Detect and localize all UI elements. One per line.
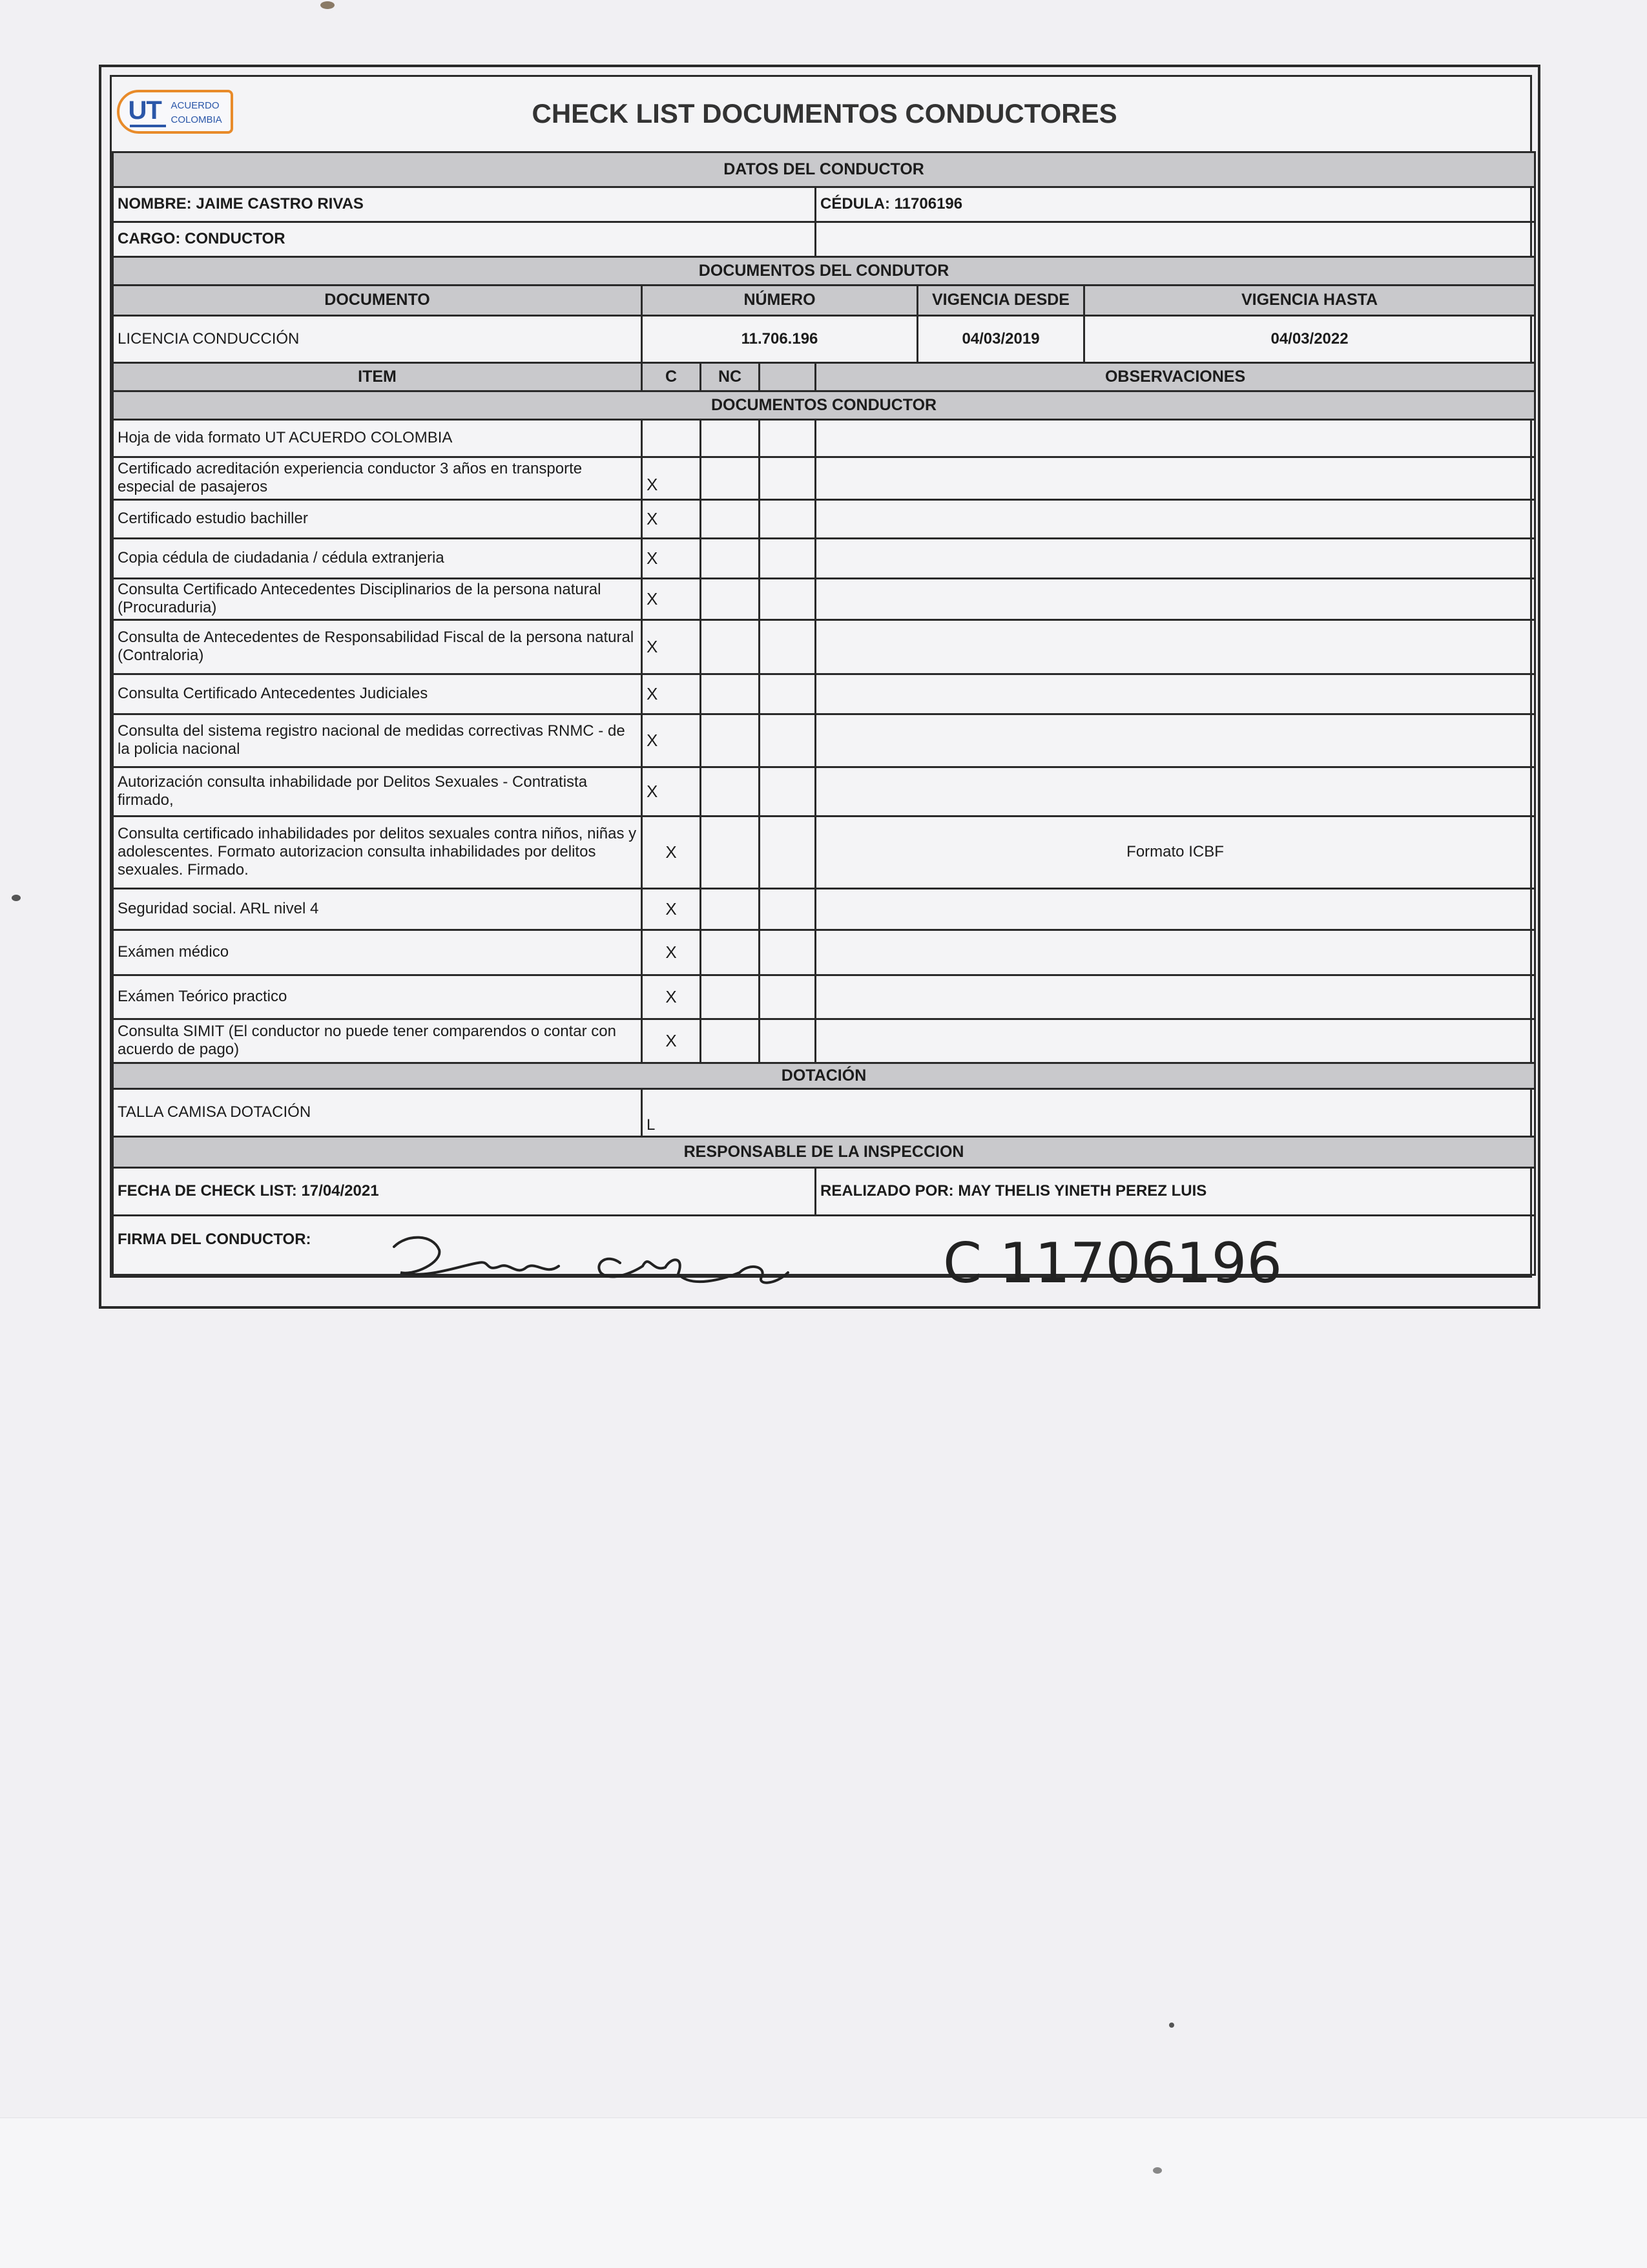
checklist-header-blank	[760, 362, 816, 391]
checklist-header-item: ITEM	[113, 362, 642, 391]
driver-name: NOMBRE: JAIME CASTRO RIVAS	[113, 187, 816, 222]
checklist-c-mark: X	[642, 578, 701, 619]
checklist-observation	[816, 1019, 1535, 1063]
checklist-blank	[760, 975, 816, 1019]
empty-cell	[816, 222, 1535, 256]
checklist-observation	[816, 674, 1535, 714]
doc-header-vigencia-hasta: VIGENCIA HASTA	[1084, 285, 1535, 315]
checklist-nc-mark	[701, 930, 760, 975]
checklist-c-mark	[642, 419, 701, 457]
signature-id-text: C 11706196	[943, 1231, 1283, 1296]
checklist-blank	[760, 499, 816, 538]
checklist-row	[113, 619, 1535, 674]
checklist-item: Consulta certificado inhabilidades por delitos sexuales contra niños, niñas y adolescentes. Formato autorizacion consulta inhabilidades por delitos sexuales. Firmado.	[113, 816, 642, 888]
doc-cell-documento: LICENCIA CONDUCCIÓN	[113, 315, 642, 362]
doc-cell-numero: 11.706.196	[643, 317, 918, 362]
checklist-row	[113, 538, 1535, 578]
logo-ut-text: UT	[128, 96, 161, 125]
checklist-blank	[760, 888, 816, 930]
checklist-row	[113, 499, 1535, 538]
section-datos-conductor: DATOS DEL CONDUCTOR	[113, 152, 1535, 187]
checklist-item: Exámen médico	[113, 930, 642, 975]
checklist-observation	[816, 619, 1535, 674]
checklist-item: Certificado acreditación experiencia conductor 3 años en transporte especial de pasajeros	[113, 457, 642, 499]
checklist-c-mark: X	[642, 674, 701, 714]
checklist-header-nc: NC	[701, 362, 760, 391]
checklist-item: Consulta Certificado Antecedentes Disciplinarios de la persona natural (Procuraduria)	[113, 578, 642, 619]
checklist-observation	[816, 714, 1535, 767]
checklist-observation	[816, 457, 1535, 499]
checklist-blank	[760, 419, 816, 457]
checklist-blank	[760, 767, 816, 816]
checklist-observation	[816, 578, 1535, 619]
logo-underline	[130, 125, 166, 127]
checklist-observation	[816, 767, 1535, 816]
checklist-nc-mark	[701, 619, 760, 674]
checklist-c-mark: X	[642, 767, 701, 816]
realizado-por: REALIZADO POR: MAY THELIS YINETH PEREZ LUIS	[816, 1167, 1535, 1215]
checklist-blank	[760, 578, 816, 619]
section-documentos-conductor: DOCUMENTOS CONDUCTOR	[113, 391, 1535, 419]
dotacion-value: L	[642, 1088, 1535, 1136]
doc-cell-group	[642, 315, 1084, 362]
checklist-observation	[816, 975, 1535, 1019]
checklist-row	[113, 457, 1535, 499]
scan-speck	[1153, 2167, 1162, 2174]
section-documentos-condutor: DOCUMENTOS DEL CONDUTOR	[113, 256, 1535, 285]
logo-text-2: COLOMBIA	[171, 114, 222, 125]
responsable-row	[113, 1167, 1535, 1215]
checklist-header-observaciones: OBSERVACIONES	[816, 362, 1535, 391]
checklist-nc-mark	[701, 499, 760, 538]
checklist-blank	[760, 816, 816, 888]
driver-signature	[388, 1227, 1356, 1298]
checklist-item: Consulta de Antecedentes de Responsabilidad Fiscal de la persona natural (Contraloria)	[113, 619, 642, 674]
section-dotacion: DOTACIÓN	[113, 1063, 1535, 1088]
checklist-blank	[760, 1019, 816, 1063]
checklist-blank	[760, 714, 816, 767]
doc-header-group	[642, 285, 1084, 315]
logo-text-1: ACUERDO	[171, 99, 220, 111]
checklist-c-mark: X	[642, 619, 701, 674]
doc-header-vigencia-desde: VIGENCIA DESDE	[918, 286, 1084, 315]
dotacion-label: TALLA CAMISA DOTACIÓN	[113, 1088, 642, 1136]
checklist-item: Seguridad social. ARL nivel 4	[113, 888, 642, 930]
checklist-observation	[816, 419, 1535, 457]
checklist-blank	[760, 538, 816, 578]
doc-header-numero: NÚMERO	[643, 286, 918, 315]
scan-bottom-band	[0, 2117, 1647, 2268]
checklist-blank	[760, 619, 816, 674]
checklist-blank	[760, 930, 816, 975]
document-title: CHECK LIST DOCUMENTOS CONDUCTORES	[532, 98, 1117, 129]
section-responsable: RESPONSABLE DE LA INSPECCION	[113, 1136, 1535, 1167]
driver-cedula: CÉDULA: 11706196	[816, 187, 1535, 222]
checklist-row	[113, 816, 1535, 888]
doc-cell-vigencia-hasta: 04/03/2022	[1084, 315, 1535, 362]
signature-label: FIRMA DEL CONDUCTOR:	[118, 1230, 311, 1248]
checklist-nc-mark	[701, 674, 760, 714]
scan-speck	[320, 1, 335, 9]
document-title-cell	[532, 77, 1535, 152]
checklist-nc-mark	[701, 419, 760, 457]
checklist-item: Autorización consulta inhabilidade por Delitos Sexuales - Contratista firmado,	[113, 767, 642, 816]
checklist-nc-mark	[701, 767, 760, 816]
checklist-form	[110, 75, 1532, 1278]
dotacion-row	[113, 1088, 1535, 1136]
checklist-row	[113, 930, 1535, 975]
checklist-c-mark: X	[642, 714, 701, 767]
header-row	[113, 77, 1535, 152]
checklist-blank	[760, 457, 816, 499]
checklist-c-mark: X	[642, 1019, 701, 1063]
checklist-date: FECHA DE CHECK LIST: 17/04/2021	[113, 1167, 816, 1215]
checklist-row	[113, 714, 1535, 767]
checklist-row	[113, 975, 1535, 1019]
checklist-row	[113, 578, 1535, 619]
checklist-row	[113, 1019, 1535, 1063]
document-row	[113, 315, 1535, 362]
checklist-nc-mark	[701, 975, 760, 1019]
checklist-observation	[816, 538, 1535, 578]
checklist-row	[113, 674, 1535, 714]
checklist-header	[113, 362, 1535, 391]
checklist-nc-mark	[701, 1019, 760, 1063]
checklist-item: Consulta SIMIT (El conductor no puede tener comparendos o contar con acuerdo de pago)	[113, 1019, 642, 1063]
checklist-item: Certificado estudio bachiller	[113, 499, 642, 538]
checklist-c-mark: X	[642, 975, 701, 1019]
checklist-c-mark: X	[642, 457, 701, 499]
checklist-row	[113, 888, 1535, 930]
doc-header-documento: DOCUMENTO	[113, 285, 642, 315]
checklist-item: Exámen Teórico practico	[113, 975, 642, 1019]
doc-cell-vigencia-desde: 04/03/2019	[962, 329, 1040, 348]
checklist-observation: Formato ICBF	[816, 816, 1535, 888]
checklist-nc-mark	[701, 816, 760, 888]
checklist-item: Hoja de vida formato UT ACUERDO COLOMBIA	[113, 419, 642, 457]
checklist-nc-mark	[701, 538, 760, 578]
checklist-item: Copia cédula de ciudadania / cédula extranjeria	[113, 538, 642, 578]
checklist-header-c: C	[642, 362, 701, 391]
checklist-nc-mark	[701, 714, 760, 767]
checklist-observation	[816, 888, 1535, 930]
checklist-c-mark: X	[642, 538, 701, 578]
driver-cargo: CARGO: CONDUCTOR	[113, 222, 816, 256]
scan-speck	[1169, 2023, 1174, 2028]
checklist-c-mark: X	[642, 888, 701, 930]
checklist-c-mark: X	[642, 816, 701, 888]
document-table-header	[113, 285, 1535, 315]
checklist-c-mark: X	[642, 499, 701, 538]
checklist-nc-mark	[701, 578, 760, 619]
checklist-blank	[760, 674, 816, 714]
checklist-row	[113, 767, 1535, 816]
checklist-row	[113, 419, 1535, 457]
checklist-c-mark: X	[642, 930, 701, 975]
checklist-observation	[816, 930, 1535, 975]
checklist-item: Consulta del sistema registro nacional de medidas correctivas RNMC - de la policia nacional	[113, 714, 642, 767]
company-logo	[117, 90, 233, 134]
checklist-observation	[816, 499, 1535, 538]
checklist-nc-mark	[701, 888, 760, 930]
scan-speck	[12, 895, 21, 901]
checklist-nc-mark	[701, 457, 760, 499]
checklist-item: Consulta Certificado Antecedentes Judiciales	[113, 674, 642, 714]
